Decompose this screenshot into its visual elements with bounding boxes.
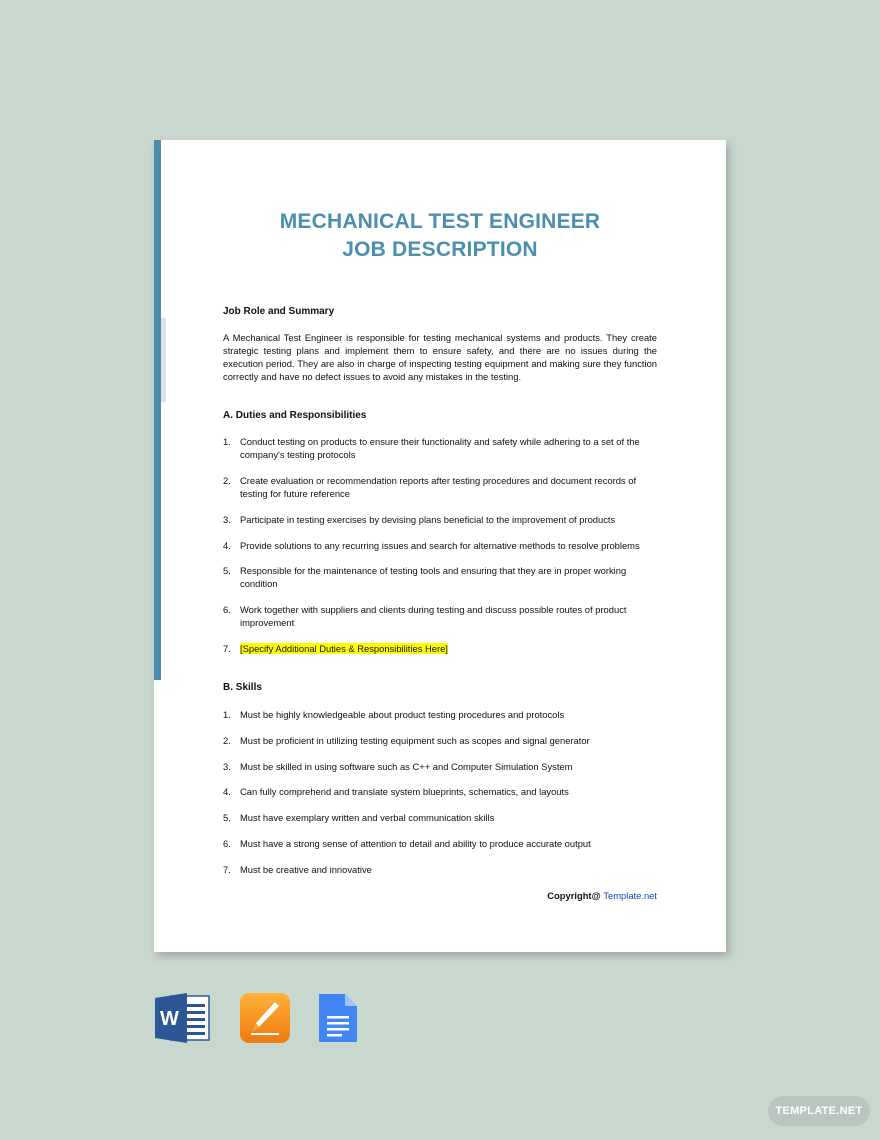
copyright-link[interactable]: Template.net xyxy=(603,890,657,901)
title-line-2: JOB DESCRIPTION xyxy=(342,238,538,261)
highlighted-placeholder[interactable]: [Specify Additional Duties & Responsibilities Here] xyxy=(240,643,448,654)
pages-icon[interactable] xyxy=(239,992,291,1044)
duties-heading: A. Duties and Responsibilities xyxy=(223,410,367,421)
summary-heading: Job Role and Summary xyxy=(223,306,335,317)
copyright-label: Copyright@ xyxy=(547,890,601,901)
svg-text:W: W xyxy=(160,1008,179,1030)
summary-text: A Mechanical Test Engineer is responsible for testing mechanical systems and products. They create strategic testing plans and implement them to ensure safety, and there are no issues during the execution period. They are also in charge of inspecting testing equipment and making sure they function correctly and have no defect issues to avoid any mistakes in the testing. xyxy=(223,332,657,382)
template-net-watermark[interactable]: TEMPLATE.NET xyxy=(768,1096,870,1126)
side-tab xyxy=(161,318,166,402)
copyright xyxy=(547,890,657,901)
title-line-1: MECHANICAL TEST ENGINEER xyxy=(279,210,601,233)
google-docs-icon[interactable] xyxy=(317,992,359,1044)
document-page: MECHANICAL TEST ENGINEER JOB DESCRIPTION Job Role and Summary A Mechanical Test Engineer is responsible for testing mechanical systems and products. They create strategic testing plans and implement them to ensure safety, and there are no issues during the execution period. They are also in charge of inspecting testing equipment and making sure they function correctly and have no defect issues to avoid any mistakes in the testing. A. Duties and Responsibilities 1. Conduct testing on products to ensure their functionality and safety while adhering to a set of the company's testing protocols 2. Create evaluation or recommendation reports after testing procedures and document records of testing for future reference 3. Participate in testing exercises by devising plans beneficial to the improvement of products 4. Provide solutions to any recurring issues and search for alternative methods to resolve problems 5. Responsible for the maintenance of testing tools and ensuring that they are in proper working condition 6. Work together with suppliers and clients during testing and discuss possible routes of product improvement 7. [Specify Additional Duties & Responsibilities Here] B. Skills 1. Must be highly knowledgeable about product testing procedures and protocols 2. Must be proficient in utilizing testing equipment such as scopes and signal generator 3. Must be skilled in using software such as C++ and Computer Simulation System 4. Can fully comprehend and translate system blueprints, schematics, and layouts 5. Must have exemplary written and verbal communication skills 6. Must have a strong sense of attention to detail and ability to produce accurate output 7. Must be creative and innovative Copyright@ Template.net xyxy=(154,140,726,952)
document-title xyxy=(154,208,726,264)
word-icon[interactable] xyxy=(155,992,211,1044)
skills-heading: B. Skills xyxy=(223,682,262,693)
